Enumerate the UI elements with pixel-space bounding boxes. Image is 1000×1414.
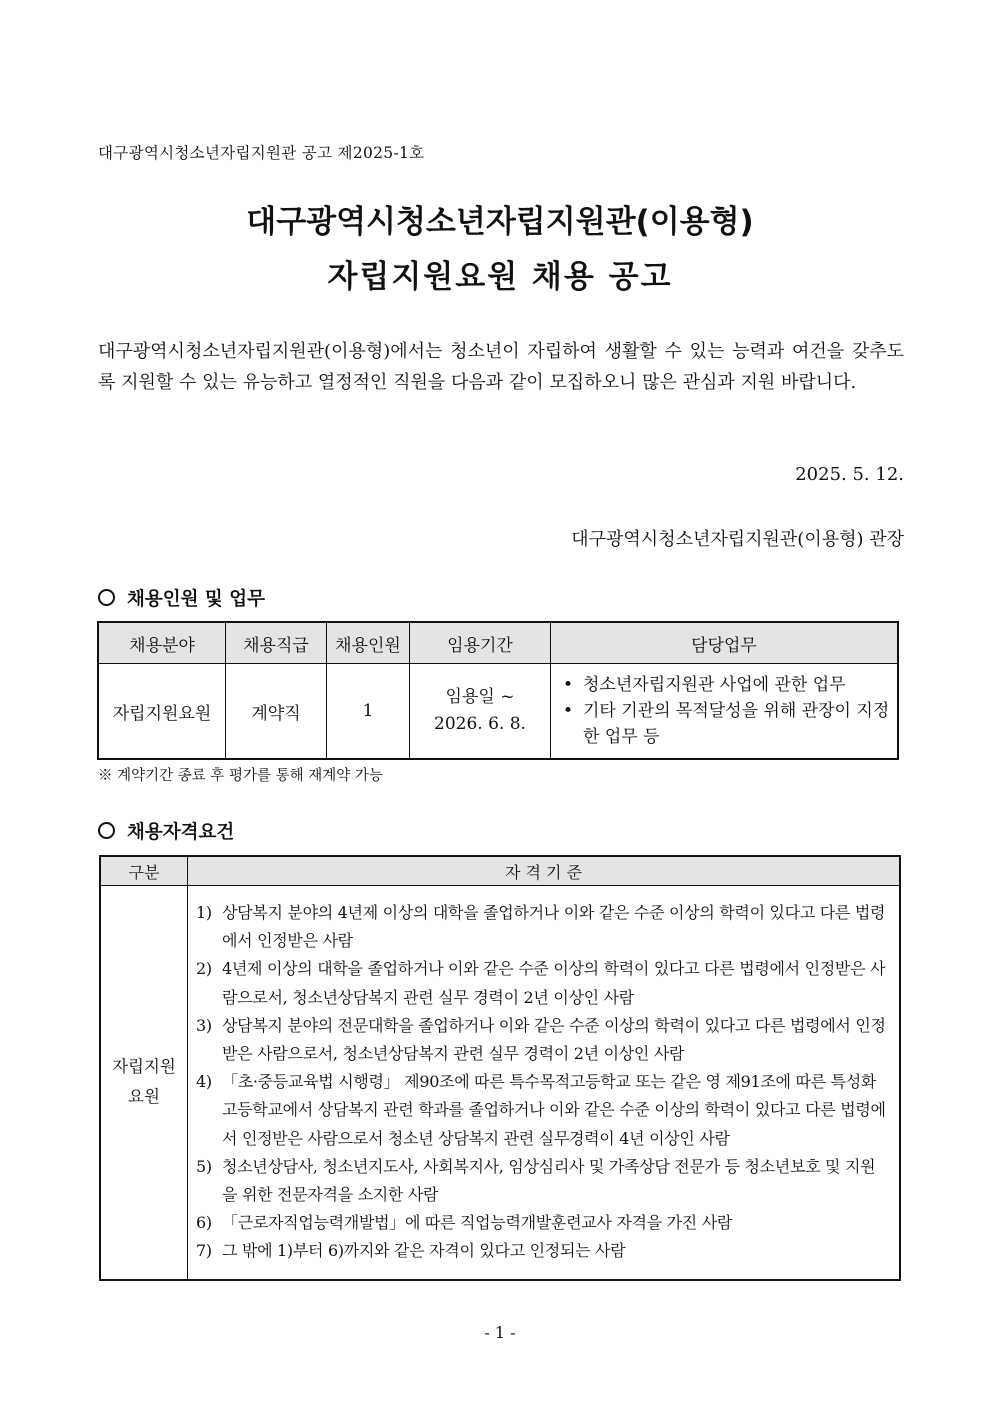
header-duties: 담당업무: [551, 622, 899, 664]
item-number: 2): [196, 959, 212, 979]
notice-date: 2025. 5. 12.: [795, 464, 904, 485]
qualifications-table: [99, 855, 901, 1281]
item-number: 1): [196, 903, 212, 922]
item-number: 3): [196, 1015, 212, 1035]
header-criteria: 자 격 기 준: [188, 856, 901, 886]
section-heading-qualifications: [98, 818, 234, 844]
item-number: 4): [196, 1072, 212, 1092]
list-item: [196, 955, 889, 1011]
item-text: 4년제 이상의 대학을 졸업하거나 이와 같은 수준 이상의 학력이 있다고 다른 법령에서 인정받은 사람으로서, 청소년상담복지 관련 실무 경력이 2년 이상인 사람: [222, 959, 886, 1007]
item-text: 상담복지 분야의 4년제 이상의 대학을 졸업하거나 이와 같은 수준 이상의 학력이 있다고 다른 법령에서 인정받은 사람: [222, 903, 886, 951]
circle-bullet-icon: [98, 589, 115, 606]
cell-rank: 계약직: [226, 664, 327, 760]
header-rank: 채용직급: [226, 622, 327, 664]
list-item: [196, 1209, 889, 1237]
item-text: 「초·중등교육법 시행령」 제90조에 따른 특수목적고등학교 또는 같은 영 제91조에 따른 특성화고등학교에서 상담복지 관련 학과를 졸업하거나 이와 같은 수준 이상의 학력이 있다고 다른 법령에서 인정받은 사람으로서 청소년 상담복지 관련 실무경력이 4년 이상인 사람: [222, 1072, 886, 1148]
cell-criteria: [188, 886, 901, 1280]
circle-bullet-icon: [98, 822, 115, 839]
header-period: 임용기간: [410, 622, 551, 664]
page-number: - 1 -: [484, 1323, 516, 1342]
section-heading-text: 채용자격요건: [127, 822, 235, 843]
period-line-1: 임용일 ~: [445, 687, 515, 707]
header-count: 채용인원: [327, 622, 410, 664]
table-header-row: [98, 622, 898, 664]
category-line-2: 요원: [128, 1087, 160, 1107]
category-line-1: 자립지원: [112, 1057, 176, 1077]
item-number: 6): [196, 1213, 212, 1233]
issuer: 대구광역시청소년자립지원관(이용형) 관장: [571, 529, 904, 550]
item-number: 5): [196, 1156, 212, 1176]
duty-text: 기타 기관의 목적달성을 위해 관장이 지정한 업무 등: [583, 701, 890, 747]
cell-field: 자립지원요원: [98, 664, 226, 760]
section-heading-positions: [98, 585, 265, 611]
list-item: [561, 698, 891, 750]
bullet-icon: •: [563, 675, 574, 695]
header-category: 구분: [100, 856, 188, 886]
list-item: [196, 1068, 889, 1153]
section-heading-text: 채용인원 및 업무: [127, 589, 265, 610]
table-row: [98, 664, 898, 760]
list-item: [196, 1153, 889, 1209]
item-text: 「근로자직업능력개발법」에 따른 직업능력개발훈련교사 자격을 가진 사람: [222, 1213, 733, 1233]
title-line-1: 대구광역시청소년자립지원관(이용형): [246, 204, 754, 240]
table-row: [100, 886, 900, 1280]
cell-category: [100, 886, 188, 1280]
cell-period: [410, 664, 551, 760]
list-item: [196, 899, 889, 955]
intro-paragraph: 대구광역시청소년자립지원관(이용형)에서는 청소년이 자립하여 생활할 수 있는 능력과 여건을 갖추도록 지원할 수 있는 유능하고 열정적인 직원을 다음과 같이 모집하오니 많은 관심과 지원 바랍니다.: [98, 341, 904, 393]
item-text: 상담복지 분야의 전문대학을 졸업하거나 이와 같은 수준 이상의 학력이 있다고 다른 법령에서 인정받은 사람으로서, 청소년상담복지 관련 실무 경력이 2년 이상인 사람: [222, 1015, 886, 1064]
positions-table: [97, 621, 899, 760]
notice-number: 대구광역시청소년자립지원관 공고 제2025-1호: [98, 144, 425, 162]
item-text: 청소년상담사, 청소년지도사, 사회복지사, 임상심리사 및 가족상담 전문가 등 청소년보호 및 지원을 위한 전문자격을 소지한 사람: [222, 1156, 876, 1205]
cell-duties: [551, 664, 899, 760]
list-item: [196, 1237, 889, 1265]
list-item: [561, 672, 891, 698]
duty-text: 청소년자립지원관 사업에 관한 업무: [583, 675, 846, 695]
header-field: 채용분야: [98, 622, 226, 664]
cell-count: 1: [327, 664, 410, 760]
list-item: [196, 1012, 889, 1068]
bullet-icon: •: [563, 701, 574, 721]
period-line-2: 2026. 6. 8.: [434, 714, 526, 734]
footnote: ※ 계약기간 종료 후 평가를 통해 재계약 가능: [98, 768, 383, 784]
item-number: 7): [196, 1241, 212, 1261]
item-text: 그 밖에 1)부터 6)까지와 같은 자격이 있다고 인정되는 사람: [222, 1241, 626, 1261]
table-header-row: [100, 856, 900, 886]
title-line-2: 자립지원요원 채용 공고: [327, 259, 673, 295]
